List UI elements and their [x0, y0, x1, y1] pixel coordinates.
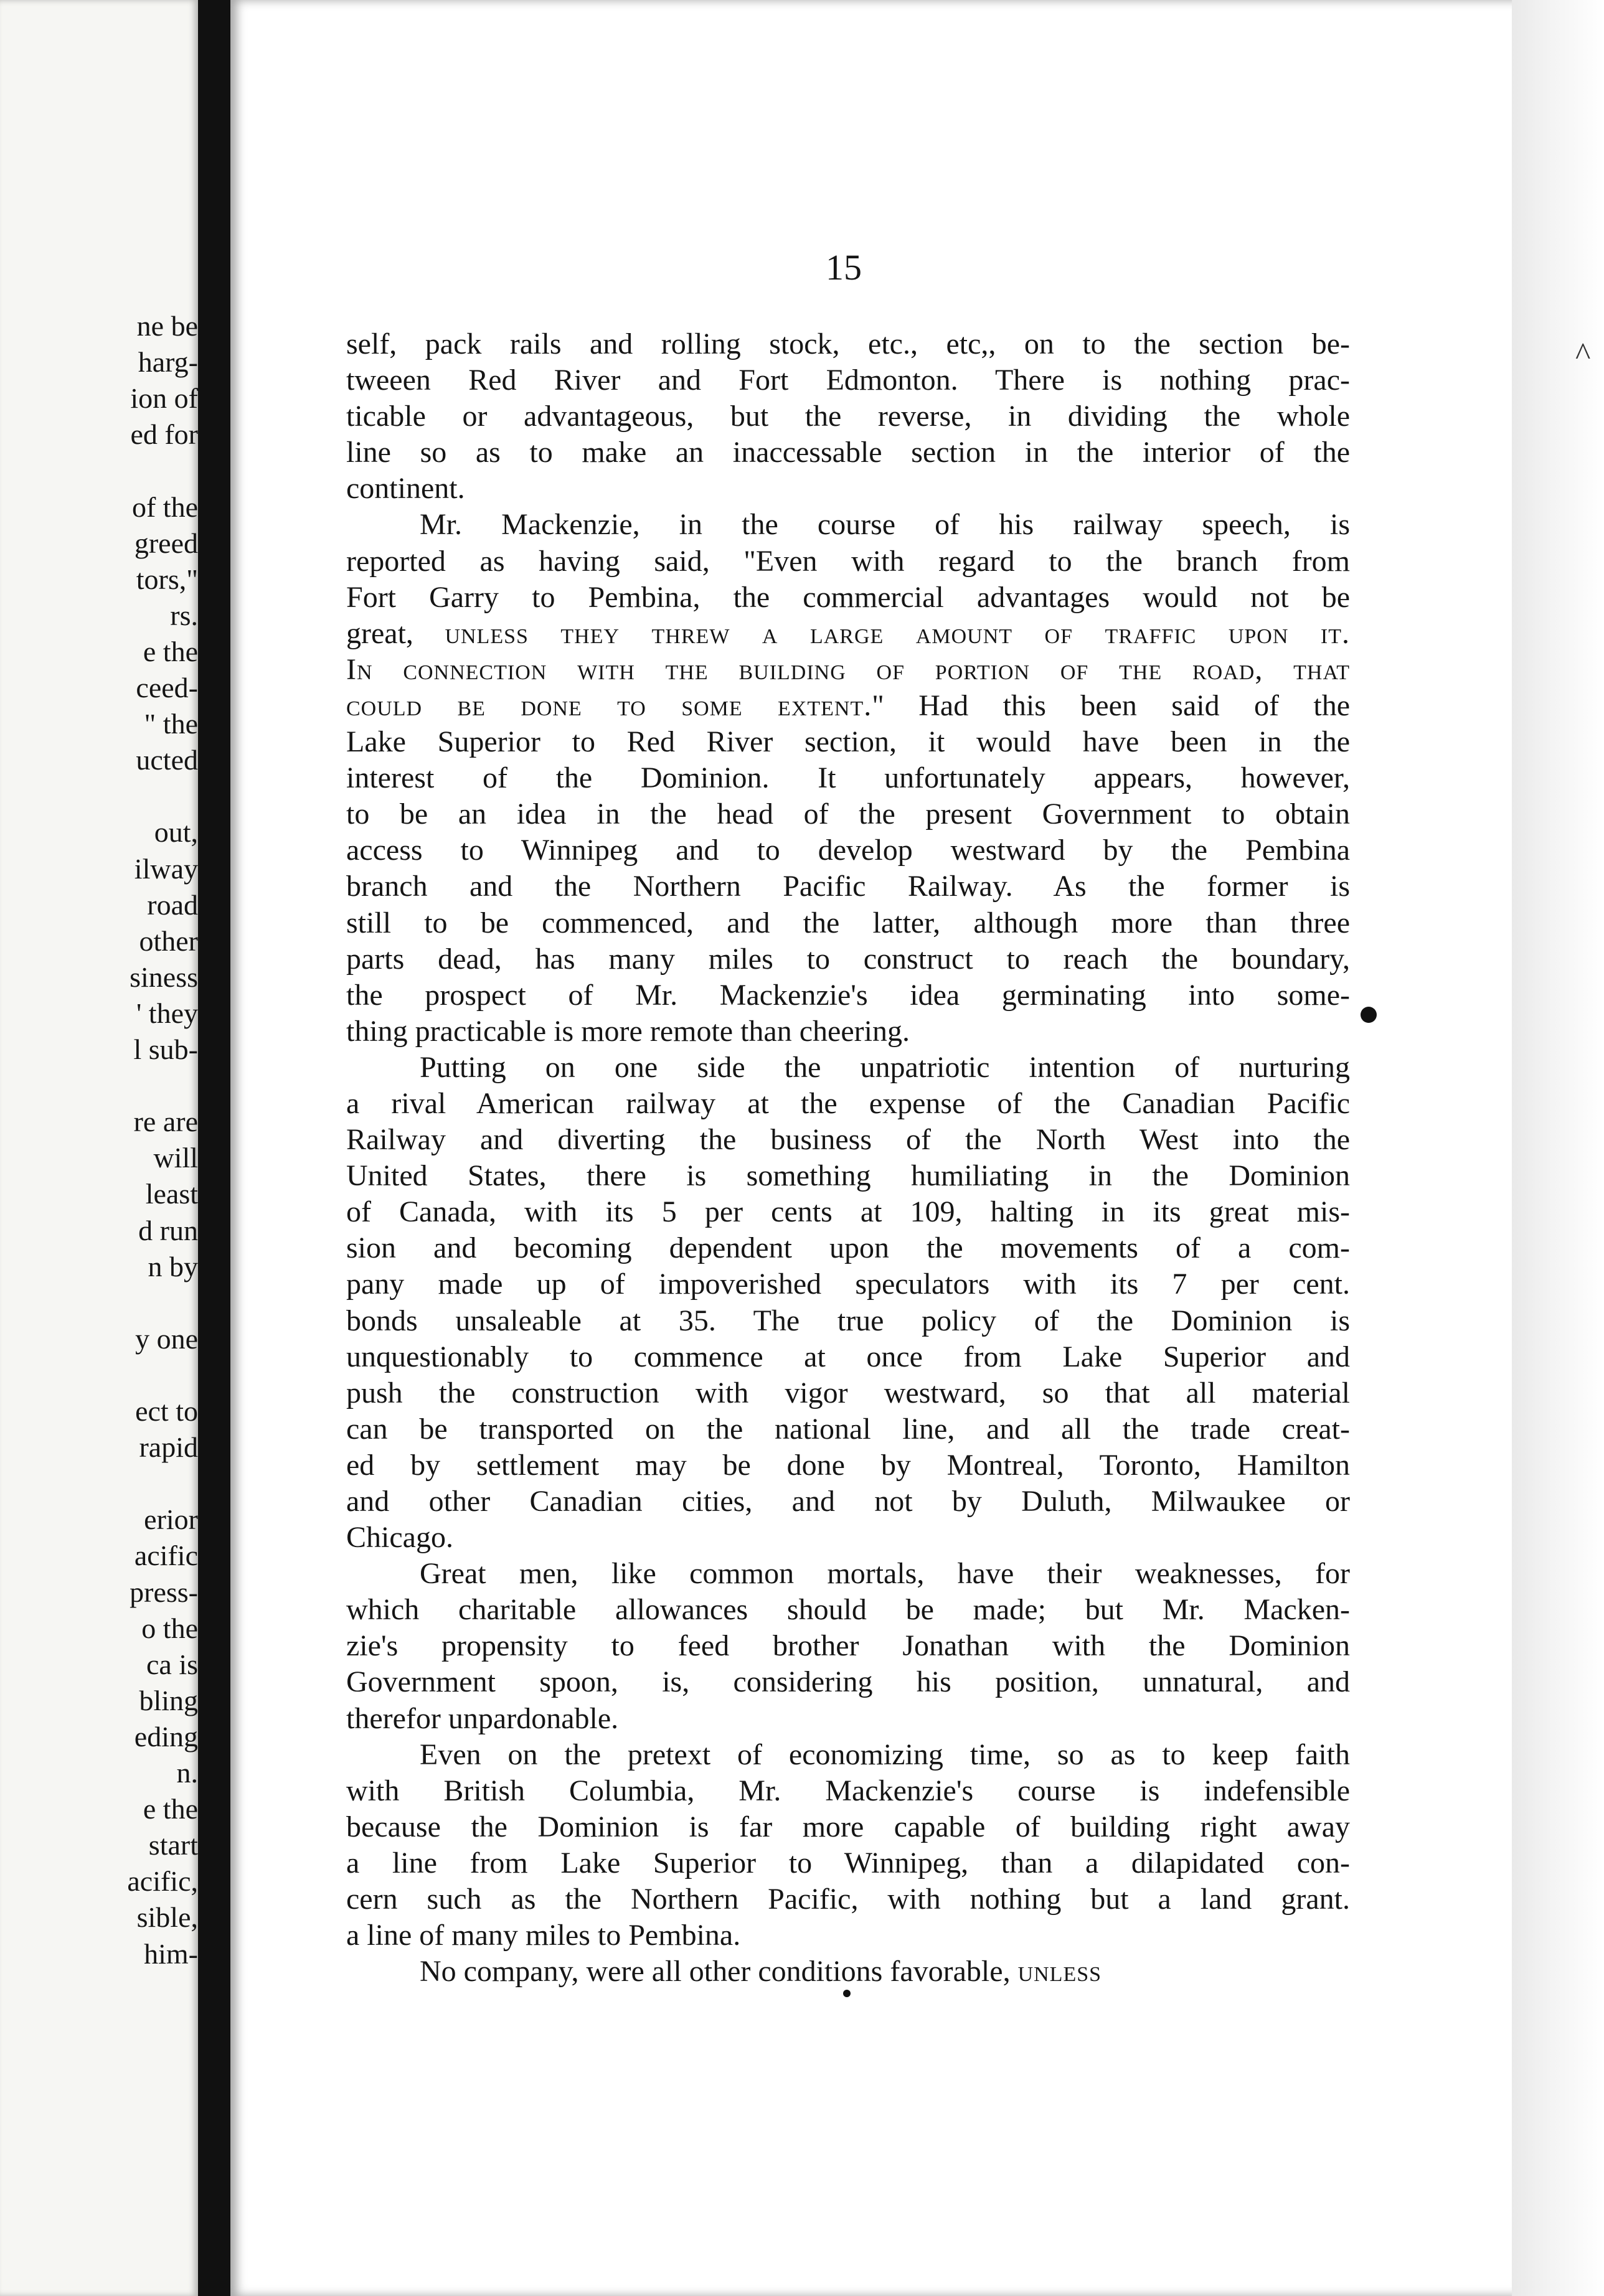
text-line: [346, 1447, 1350, 1484]
text-line: [346, 1303, 1350, 1339]
paragraph: [346, 1737, 1350, 1954]
text-line: [346, 760, 1350, 796]
page-number: 15: [826, 247, 862, 288]
text-run: sion and becoming dependent upon the movements of a com-: [346, 1231, 1350, 1265]
left-page-line: e the: [143, 1793, 198, 1825]
text-line: [346, 1266, 1350, 1302]
text-run: unquestionably to commence at once from Lake Superior and: [346, 1340, 1350, 1373]
left-page-line: ed for: [130, 418, 198, 451]
text-line: [346, 1158, 1350, 1194]
left-page-line: of the: [131, 491, 198, 523]
text-run: ed by settlement may be done by Montreal, Toronto, Hamilton: [346, 1448, 1350, 1482]
text-run: pany made up of impoverished speculators with its 7 per cent.: [346, 1268, 1350, 1301]
text-line: [346, 1050, 1350, 1086]
left-page-line: bling: [139, 1684, 198, 1716]
text-run: because the Dominion is far more capable of building right away: [346, 1810, 1350, 1843]
left-page-line: road: [147, 888, 198, 921]
text-run: and other Canadian cities, and not by Duluth, Milwaukee or: [346, 1485, 1350, 1518]
text-line: [346, 326, 1350, 362]
text-run: of Canada, with its 5 per cents at 109, halting in its great mis-: [346, 1195, 1350, 1229]
left-page-line: " the: [144, 708, 198, 740]
left-page-line: will: [153, 1142, 198, 1174]
text-run: Chicago.: [346, 1521, 453, 1555]
text-line: [346, 724, 1350, 760]
text-line: [346, 1954, 1350, 1990]
text-run: Government spoon, is, considering his position, unnatural, and: [346, 1665, 1350, 1699]
left-page-line: n by: [148, 1250, 198, 1282]
text-run: Mr. Mackenzie, in the course of his railway speech, is: [420, 508, 1350, 542]
left-page-line: start: [148, 1829, 198, 1861]
left-page-line: rs.: [170, 599, 198, 631]
left-page-fragment: [0, 0, 198, 2296]
text-line: [346, 580, 1350, 616]
text-run: a rival American railway at the expense of the Canadian Pacific: [346, 1086, 1350, 1120]
text-run: No company, were all other conditions favorable,: [420, 1955, 1018, 1988]
left-page-line: other: [139, 925, 198, 957]
left-page-line: d run: [138, 1214, 198, 1246]
text-line: [346, 1628, 1350, 1664]
text-run: which charitable allowances should be made; but Mr. Macken-: [346, 1593, 1350, 1627]
text-line: [346, 868, 1350, 905]
text-line: [346, 1556, 1350, 1592]
left-page-line: ilway: [134, 852, 198, 885]
text-line: [346, 471, 1350, 507]
left-page-line: greed: [134, 527, 198, 559]
left-page-line: l sub-: [133, 1033, 198, 1065]
left-page-line: ect to: [135, 1395, 198, 1427]
text-line: [346, 905, 1350, 941]
left-page-line: ne be: [136, 310, 198, 342]
text-run: still to be commenced, and the latter, although more than three: [346, 906, 1350, 939]
text-line: [346, 1737, 1350, 1773]
text-line: [346, 1845, 1350, 1881]
text-line: [346, 977, 1350, 1014]
text-run: thing practicable is more remote than cheering.: [346, 1014, 910, 1048]
left-page-line: ucted: [136, 744, 198, 776]
book-gutter: [198, 0, 230, 2296]
text-line: [346, 688, 1350, 724]
text-line: [346, 1230, 1350, 1266]
text-line: [346, 507, 1350, 543]
body-text: [346, 326, 1350, 1990]
text-run: branch and the Northern Pacific Railway. As the former is: [346, 870, 1350, 903]
left-page-line: tors,": [136, 563, 198, 595]
text-run: cern such as the Northern Pacific, with nothing but a land grant.: [346, 1883, 1350, 1916]
text-run: continent.: [346, 472, 465, 506]
text-run: Lake Superior to Red River section, it would have been in the: [346, 725, 1350, 759]
text-run: to be an idea in the head of the present Government to obtain: [346, 797, 1350, 831]
text-line: [346, 1014, 1350, 1050]
text-run: interest of the Dominion. It unfortunately appears, however,: [346, 761, 1350, 795]
text-run: line so as to make an inaccessable section in the interior of the: [346, 436, 1350, 469]
small-caps-text: unless: [1017, 1955, 1102, 1988]
text-run: Fort Garry to Pembina, the commercial advantages would not be: [346, 580, 1350, 614]
paragraph: [346, 1050, 1350, 1556]
text-run: a line from Lake Superior to Winnipeg, than a dilapidated con-: [346, 1846, 1350, 1880]
text-run: bonds unsaleable at 35. The true policy of the Dominion is: [346, 1304, 1350, 1337]
paragraph: [346, 507, 1350, 1049]
text-line: [346, 543, 1350, 580]
left-page-line: him-: [144, 1937, 198, 1970]
text-line: [346, 1194, 1350, 1230]
left-page-line: e the: [143, 635, 198, 667]
text-line: [346, 796, 1350, 832]
text-run: push the construction with vigor westward, so that all material: [346, 1376, 1350, 1409]
left-page-line: press-: [130, 1576, 198, 1608]
text-run: Great men, like common mortals, have their weaknesses, for: [420, 1557, 1350, 1591]
text-run: Railway and diverting the business of the North West into the: [346, 1123, 1350, 1157]
left-page-line: sible,: [136, 1901, 198, 1934]
text-line: [346, 362, 1350, 398]
text-line: [346, 1484, 1350, 1520]
left-page-line: y one: [135, 1322, 198, 1355]
text-line: [346, 1773, 1350, 1809]
text-line: [346, 1086, 1350, 1122]
text-line: [346, 1375, 1350, 1411]
text-line: [346, 616, 1350, 652]
left-page-line: ca is: [146, 1648, 198, 1680]
text-line: [346, 941, 1350, 977]
paragraph: [346, 326, 1350, 507]
left-page-line: siness: [130, 961, 198, 993]
text-run: self, pack rails and rolling stock, etc., etc,, on to the section be-: [346, 327, 1350, 360]
paragraph: [346, 1556, 1350, 1736]
ink-dot-mark: [843, 1990, 851, 1997]
text-run: ticable or advantageous, but the reverse, in dividing the whole: [346, 400, 1350, 433]
text-line: [346, 1411, 1350, 1447]
left-page-line: acific,: [127, 1865, 198, 1898]
text-line: [346, 832, 1350, 868]
text-line: [346, 1917, 1350, 1954]
text-run: great,: [346, 616, 445, 650]
text-line: [346, 1339, 1350, 1375]
small-caps-text: could be done to some extent.: [346, 689, 872, 722]
text-run: therefor unpardonable.: [346, 1701, 619, 1735]
text-run: a line of many miles to Pembina.: [346, 1919, 741, 1952]
margin-mark: ^: [1575, 337, 1591, 372]
text-line: [346, 1122, 1350, 1158]
text-run: with British Columbia, Mr. Mackenzie's course is indefensible: [346, 1774, 1350, 1807]
left-page-line: ' they: [136, 997, 198, 1029]
text-line: [346, 398, 1350, 435]
left-page-line: eding: [134, 1720, 198, 1753]
paragraph: [346, 1954, 1350, 1990]
text-run: Even on the pretext of economizing time, so as to keep faith: [420, 1738, 1350, 1771]
text-line: [346, 652, 1350, 688]
text-run: tweeen Red River and Fort Edmonton. There is nothing prac-: [346, 364, 1350, 397]
left-page-line: ion of: [130, 382, 198, 415]
small-caps-text: In connection with the building of portion of the road, that: [346, 652, 1350, 686]
ink-blot-mark: [1361, 1007, 1377, 1023]
text-line: [346, 1592, 1350, 1628]
left-page-line: o the: [141, 1612, 198, 1644]
text-run: Putting on one side the unpatriotic intention of nurturing: [420, 1050, 1350, 1084]
text-run: access to Winnipeg and to develop westward by the Pembina: [346, 834, 1350, 867]
text-run: the prospect of Mr. Mackenzie's idea germinating into some-: [346, 978, 1350, 1012]
small-caps-text: unless they threw a large amount of traffic upon it.: [445, 616, 1350, 650]
text-line: [346, 1664, 1350, 1700]
text-line: [346, 1701, 1350, 1737]
text-run: United States, there is something humiliating in the Dominion: [346, 1159, 1350, 1193]
text-line: [346, 1520, 1350, 1556]
left-page-line: re are: [133, 1106, 198, 1138]
text-line: [346, 435, 1350, 471]
left-page-line: n.: [176, 1757, 198, 1789]
left-page-line: acific: [134, 1540, 198, 1572]
left-page-line: least: [145, 1178, 198, 1210]
left-page-line: harg-: [138, 346, 198, 379]
left-page-line: ceed-: [136, 672, 198, 703]
text-run: " Had this been said of the: [872, 689, 1351, 722]
text-line: [346, 1881, 1350, 1917]
left-page-line: erior: [144, 1503, 198, 1536]
left-page-line: out,: [154, 816, 198, 849]
text-run: parts dead, has many miles to construct to reach the boundary,: [346, 942, 1350, 976]
left-page-line: rapid: [139, 1431, 198, 1464]
text-run: zie's propensity to feed brother Jonathan with the Dominion: [346, 1629, 1350, 1663]
text-line: [346, 1809, 1350, 1845]
text-run: reported as having said, "Even with regard to the branch from: [346, 544, 1350, 578]
text-run: can be transported on the national line, and all the trade creat-: [346, 1412, 1350, 1446]
